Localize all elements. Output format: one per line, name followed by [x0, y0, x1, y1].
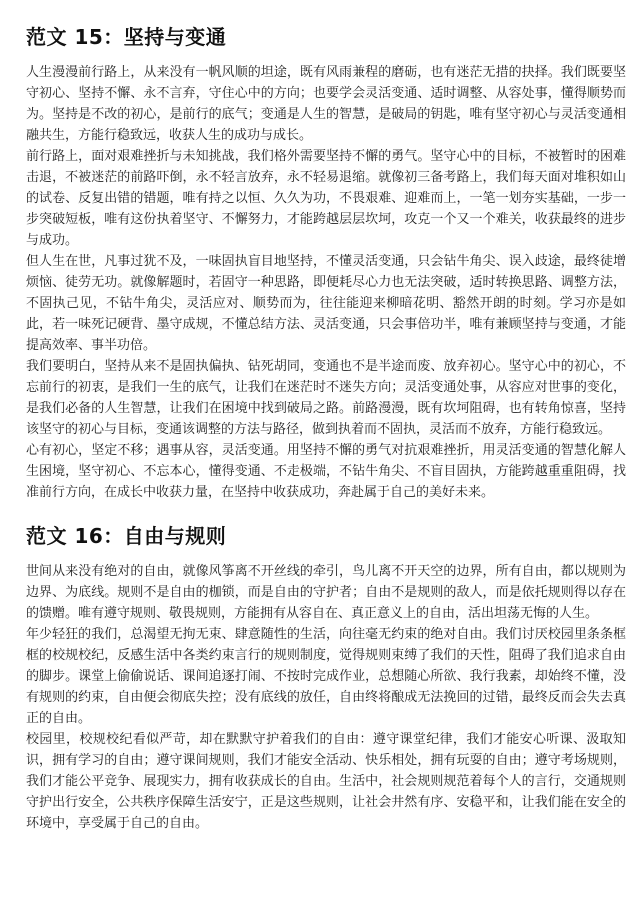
- paragraph: 世间从来没有绝对的自由，就像风筝离不开丝线的牵引，鸟儿离不开天空的边界，所有自由，都以规则为边界、为底线。规则不是自由的枷锁，而是自由的守护者；自由不是规则的敌人，而是依托规则得以存在的馈赠。唯有遵守规则、敬畏规则，方能拥有从容自在、真正意义上的自由，活出坦荡无悔的人生。: [26, 564, 626, 621]
- section-title-15: 范文 15：坚持与变通: [26, 25, 227, 49]
- paragraph: 心有初心，坚定不移；遇事从容，灵活变通。用坚持不懈的勇气对抗艰难挫折，用灵活变通的智慧化解人生困境，坚守初心、不忘本心，懂得变通、不走极端，不钻牛角尖、不盲目固执，方能跨越重重阻碍，找准前行方向，在成长中收获力量，在坚持中收获成功，奔赴属于自己的美好未来。: [26, 443, 626, 500]
- paragraph: 前行路上，面对艰难挫折与未知挑战，我们格外需要坚持不懈的勇气。坚守心中的目标，不被暂时的困难击退，不被迷茫的前路吓倒，永不轻言放弃，永不轻易退缩。就像初三备考路上，我们每天面对堆积如山的试卷、反复出错的错题，唯有持之以恒、久久为功，不畏艰难、迎难而上，一笔一划夯实基础，一步一步突破短板，唯有这份执着坚守、不懈努力，才能跨越层层坎坷，攻克一个又一个难关，收获最终的进步与成功。: [26, 149, 626, 248]
- paragraph: 人生漫漫前行路上，从来没有一帆风顺的坦途，既有风雨兼程的磨砺，也有迷茫无措的抉择。我们既要坚守初心、坚持不懈、永不言弃，守住心中的方向；也要学会灵活变通、适时调整、从容处事，懂得顺势而为。坚持是不改的初心，是前行的底气；变通是人生的智慧，是破局的钥匙，唯有坚守初心与灵活变通相融共生，方能行稳致远，收获人生的成功与成长。: [26, 65, 626, 143]
- section-title-16: 范文 16：自由与规则: [26, 524, 227, 548]
- paragraph: 年少轻狂的我们，总渴望无拘无束、肆意随性的生活，向往毫无约束的绝对自由。我们讨厌校园里条条框框的校规校纪，反感生活中各类约束言行的规则制度，觉得规则束缚了我们的天性，阻碍了我们追求自由的脚步。课堂上偷偷说话、课间追逐打闹、不按时完成作业，总想随心所欲、我行我素，却始终不懂，没有规则的约束，自由便会彻底失控；没有底线的放任，自由终将酿成无法挽回的过错，最终反而会失去真正的自由。: [26, 627, 626, 726]
- paragraph: 但人生在世，凡事过犹不及，一味固执盲目地坚持，不懂灵活变通，只会钻牛角尖、误入歧途，最终徒增烦恼、徒劳无功。就像解题时，若固守一种思路，即便耗尽心力也无法突破，适时转换思路、调整方法，不固执己见，不钻牛角尖，灵活应对、顺势而为，往往能迎来柳暗花明、豁然开朗的时刻。学习亦是如此，若一味死记硬背、墨守成规，不懂总结方法、灵活变通，只会事倍功半，唯有兼顾坚持与变通，才能提高效率、事半功倍。: [26, 254, 626, 353]
- paragraph: 校园里，校规校纪看似严苛，却在默默守护着我们的自由：遵守课堂纪律，我们才能安心听课、汲取知识，拥有学习的自由；遵守课间规则，我们才能安全活动、快乐相处，拥有玩耍的自由；遵守考场规则，我们才能公平竞争、展现实力，拥有收获成长的自由。生活中，社会规则规范着每个人的言行，交通规则守护出行安全，公共秩序保障生活安宁，正是这些规则，让社会井然有序、安稳平和，让我们能在安全的环境中，享受属于自己的自由。: [26, 732, 626, 831]
- paragraph: 我们要明白，坚持从来不是固执偏执、钻死胡同，变通也不是半途而废、放弃初心。坚守心中的初心，不忘前行的初衷，是我们一生的底气，让我们在迷茫时不迷失方向；灵活变通处事，从容应对世事的变化，是我们必备的人生智慧，让我们在困境中找到破局之路。前路漫漫，既有坎坷阻碍，也有转角惊喜，坚持该坚守的初心与目标，变通该调整的方法与路径，做到执着而不固执，灵活而不放弃，方能行稳致远。: [26, 359, 626, 437]
